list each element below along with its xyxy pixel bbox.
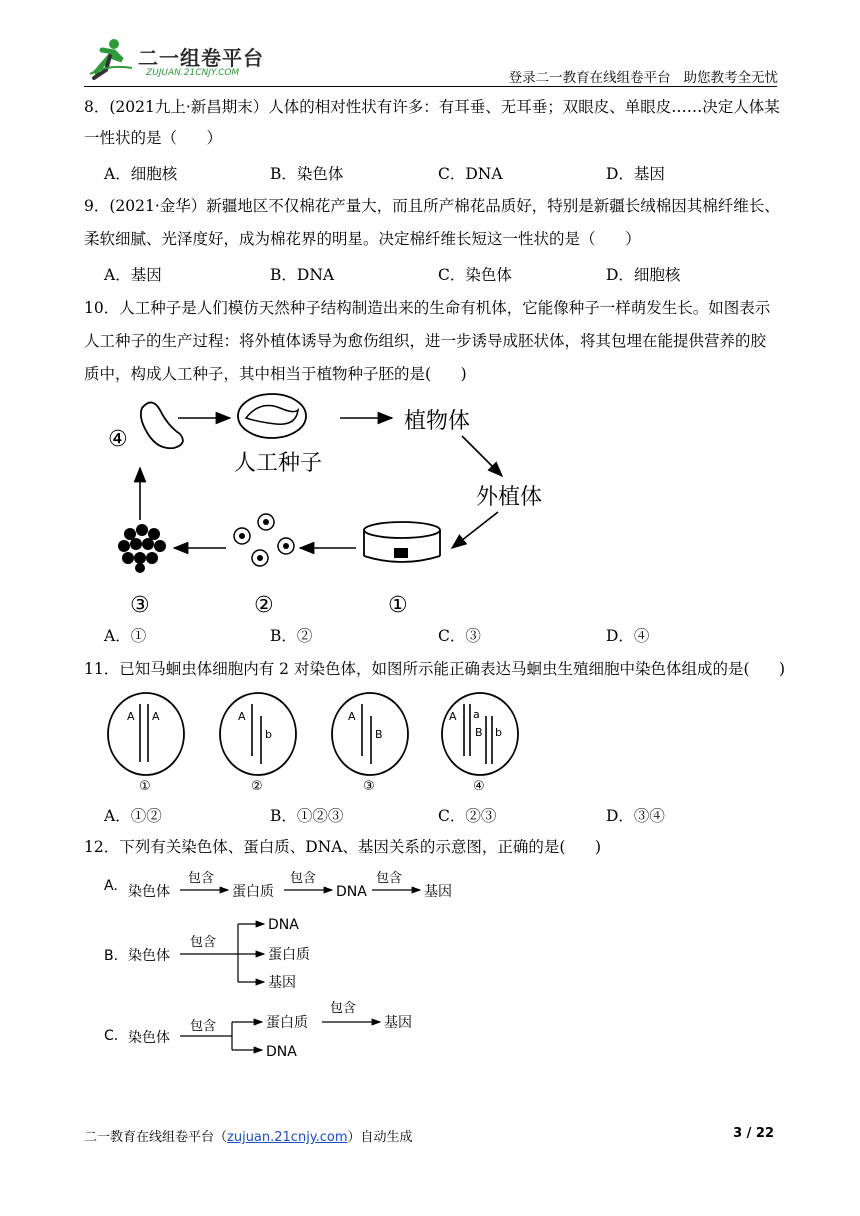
q12-a-gene: 基因: [424, 884, 452, 900]
q12-b-arrow-label: 包含: [190, 935, 217, 950]
q9-option-d[interactable]: D．细胞核: [606, 266, 681, 284]
header-slogan: 登录二一教育在线组卷平台 助您教考全无忧: [508, 70, 778, 86]
embryoid-shape: [141, 402, 183, 448]
cell-4: [442, 693, 518, 794]
q9-line1: 9．(2021·金华）新疆地区不仅棉花产量大，而且所产棉花品质好，特别是新疆长绒棉因其棉纤维长、: [84, 197, 780, 215]
q8-option-a[interactable]: A．细胞核: [104, 165, 178, 183]
label-explant: 外植体: [476, 485, 543, 510]
q12-c-protein: 蛋白质: [266, 1015, 308, 1031]
q8-line1: 8．(2021九上·新昌期末）人体的相对性状有许多：有耳垂、无耳垂；双眼皮、单眼皮……决定人体某: [84, 98, 780, 116]
cell-1-num: ①: [139, 779, 151, 794]
q12-c-dna: DNA: [266, 1044, 297, 1060]
header-divider: [84, 86, 777, 87]
q12-line1: 12．下列有关染色体、蛋白质、DNA、基因关系的示意图，正确的是( ): [84, 838, 602, 856]
q12-option-b: [104, 917, 310, 991]
q12-a-arrow1-label: 包含: [188, 871, 215, 886]
cell-4-label-b-upper: B: [475, 726, 483, 739]
cell-1-label-a1: A: [127, 710, 135, 723]
footer-left: [84, 1126, 413, 1145]
cell-4-label-a-upper: A: [449, 710, 457, 723]
q11-option-a[interactable]: A．①②: [104, 807, 162, 825]
q12-b-letter: B.: [104, 948, 119, 964]
culture-dish-shape: [364, 522, 440, 538]
q9-option-a[interactable]: A．基因: [104, 266, 162, 284]
q8-line2: 一性状的是（ ）: [84, 129, 223, 147]
label-num3: ③: [130, 593, 150, 618]
label-num2: ②: [254, 593, 274, 618]
cell-4-label-b-lower: b: [495, 726, 502, 739]
q10-option-c[interactable]: C．③: [438, 627, 481, 645]
cell-4-label-a-lower: a: [473, 708, 480, 721]
q12-b-protein: 蛋白质: [268, 947, 310, 963]
q10-diagram: [100, 388, 570, 620]
q10-option-d[interactable]: D．④: [606, 627, 650, 645]
label-artificial-seed: 人工种子: [234, 451, 323, 476]
q10-line3: 质中，构成人工种子，其中相当于植物种子胚的是( ): [84, 365, 467, 383]
q12-a-chromosome: 染色体: [128, 884, 170, 900]
q12-c-letter: C.: [104, 1028, 119, 1044]
q11-option-d[interactable]: D．③④: [606, 807, 665, 825]
q11-option-c[interactable]: C．②③: [438, 807, 497, 825]
cell-2-num: ②: [251, 779, 263, 794]
q12-option-a: [104, 871, 452, 900]
q8-option-d[interactable]: D．基因: [606, 165, 665, 183]
callus-cells-shape: [234, 514, 294, 566]
cell-1: [108, 693, 184, 794]
logo-text: 二一组卷平台: [138, 46, 264, 70]
cell-2-label-b: b: [265, 728, 272, 741]
q12-b-chromosome: 染色体: [128, 948, 170, 964]
q12-a-arrow2-label: 包含: [290, 871, 317, 886]
q11-line1: 11．已知马蛔虫体细胞内有 2 对染色体，如图所示能正确表达马蛔虫生殖细胞中染色体组成的是( ): [84, 660, 786, 678]
q12-b-gene: 基因: [268, 975, 296, 991]
q10-option-b[interactable]: B．②: [270, 627, 313, 645]
q12-a-dna: DNA: [336, 884, 367, 900]
q12-a-arrow3-label: 包含: [376, 871, 403, 886]
q9-option-b[interactable]: B．DNA: [270, 266, 335, 284]
label-num4: ④: [108, 427, 128, 452]
q8-option-c[interactable]: C．DNA: [438, 165, 503, 183]
q12-c-chromosome: 染色体: [128, 1030, 170, 1046]
q11-option-b[interactable]: B．①②③: [270, 807, 344, 825]
cell-3-label-b: B: [375, 728, 383, 741]
cell-2: [220, 693, 296, 794]
footer-prefix: 二一教育在线组卷平台（: [84, 1130, 228, 1145]
q9-line2: 柔软细腻、光泽度好，成为棉花界的明星。决定棉纤维长短这一性状的是（ ）: [84, 230, 641, 248]
q11-diagram: [104, 690, 524, 794]
cell-cluster-shape: [118, 524, 166, 573]
footer-suffix: ）自动生成: [347, 1130, 413, 1145]
page-number: 3 / 22: [733, 1126, 774, 1141]
cell-3: [332, 693, 408, 794]
q9-option-c[interactable]: C．染色体: [438, 266, 512, 284]
q12-c-arrow1-label: 包含: [190, 1019, 217, 1034]
cell-3-label-a: A: [348, 710, 356, 723]
q12-option-c: [104, 1001, 412, 1060]
cell-2-label-a: A: [238, 710, 246, 723]
q12-a-protein: 蛋白质: [232, 884, 274, 900]
label-plant: 植物体: [404, 409, 471, 434]
q10-line2: 人工种子的生产过程：将外植体诱导为愈伤组织，进一步诱导成胚状体，将其包埋在能提供营养的胶: [84, 332, 767, 350]
q12-c-gene: 基因: [384, 1015, 412, 1031]
q12-c-arrow2-label: 包含: [330, 1001, 357, 1016]
q10-line1: 10．人工种子是人们模仿天然种子结构制造出来的生命有机体，它能像种子一样萌发生长。如图表示: [84, 299, 771, 317]
logo-subtext: ZUJUAN.21CNJY.COM: [146, 68, 240, 78]
q12-a-letter: A.: [104, 878, 118, 894]
q8-option-b[interactable]: B．染色体: [270, 165, 344, 183]
cell-4-num: ④: [473, 779, 485, 794]
footer-link[interactable]: zujuan.21cnjy.com: [227, 1130, 348, 1145]
cell-1-label-a2: A: [152, 710, 160, 723]
q12-b-dna: DNA: [268, 917, 299, 933]
cell-3-num: ③: [363, 779, 375, 794]
label-num1: ①: [388, 593, 408, 618]
q10-option-a[interactable]: A．①: [104, 627, 147, 645]
q12-diagram: [100, 862, 480, 1066]
